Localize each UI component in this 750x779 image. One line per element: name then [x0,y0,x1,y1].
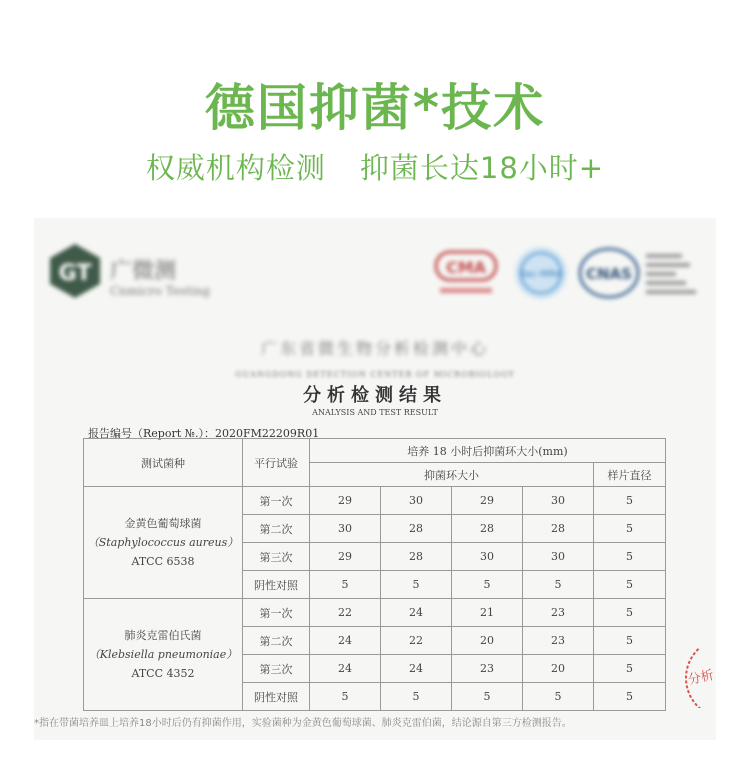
testing-center-name-en: GUANGDONG DETECTION CENTER OF MICROBIOLOGY [235,370,515,379]
strain-cell [84,487,243,599]
value-cell: 24 [310,655,381,683]
value-cell: 5 [452,683,523,711]
value-cell: 5 [594,655,666,683]
value-cell: 23 [523,627,594,655]
report-title-en: ANALYSIS AND TEST RESULT [312,408,438,417]
test-result-table [83,438,666,711]
value-cell: 5 [523,683,594,711]
value-cell: 28 [452,515,523,543]
report-title: 分析检测结果 [303,385,447,406]
trial-label: 第三次 [243,655,310,683]
value-cell: 29 [310,543,381,571]
lab-logo-name: 广微测 [110,259,177,284]
value-cell: 29 [452,487,523,515]
value-cell: 24 [381,655,452,683]
value-cell: 5 [594,515,666,543]
page-title: 德国抑菌*技术 [204,79,546,137]
testing-center-name: 广东省微生物分析检测中心 [260,339,489,358]
strain-name: 金黄色葡萄球菌 [124,517,202,530]
trial-label: 阴性对照 [243,571,310,599]
trial-label: 第一次 [243,487,310,515]
value-cell: 20 [523,655,594,683]
report-number-label: 报告编号（Report №.）： [88,427,216,440]
strain-latin-name: （Staphylococcus aureus） [87,536,239,549]
value-cell: 30 [310,515,381,543]
cnas-caption-icon [644,250,704,300]
value-cell: 20 [452,627,523,655]
value-cell: 5 [523,571,594,599]
value-cell: 29 [310,487,381,515]
trial-label: 第二次 [243,515,310,543]
value-cell: 30 [523,487,594,515]
lab-logo-name-en: Cnmicro Testing [110,284,211,298]
subtitle-duration: 抑菌长达18小时+ [359,151,605,185]
svg-text:GT: GT [58,261,92,286]
lab-logo-icon [46,242,104,300]
value-cell: 5 [594,627,666,655]
value-cell: 5 [381,571,452,599]
ilac-logo-icon [508,244,574,302]
value-cell: 24 [310,627,381,655]
strain-cell [84,599,243,711]
value-cell: 5 [594,543,666,571]
value-cell: 28 [381,515,452,543]
official-stamp-icon [682,648,716,708]
strain-atcc: ATCC 6538 [131,555,195,568]
svg-text:ilac-MRA: ilac-MRA [519,269,563,280]
value-cell: 23 [452,655,523,683]
value-cell: 5 [594,487,666,515]
value-cell: 28 [523,515,594,543]
value-cell: 5 [594,571,666,599]
footnote: *指在带菌培养皿上培养18小时后仍有抑菌作用，实验菌种为金黄色葡萄球菌、肺炎克雷伯菌，结论源自第三方检测报告。 [34,718,572,729]
value-cell: 5 [310,683,381,711]
svg-text:CMA: CMA [445,258,487,277]
page-subtitle [0,146,750,187]
value-cell: 28 [381,543,452,571]
value-cell: 30 [523,543,594,571]
value-cell: 5 [594,683,666,711]
header-strain: 测试菌种 [84,439,243,487]
trial-label: 第二次 [243,627,310,655]
cma-logo-icon [430,246,502,302]
value-cell: 23 [523,599,594,627]
value-cell: 5 [594,599,666,627]
trial-label: 第三次 [243,543,310,571]
trial-label: 阴性对照 [243,683,310,711]
value-cell: 30 [452,543,523,571]
value-cell: 24 [381,599,452,627]
svg-text:分析: 分析 [686,668,716,689]
svg-text:CNAS: CNAS [586,265,632,283]
cnas-logo-icon [578,246,640,300]
value-cell: 5 [452,571,523,599]
header-inhibition-zone: 抑菌环大小 [310,463,594,487]
strain-name: 肺炎克雷伯氏菌 [124,629,202,642]
value-cell: 30 [381,487,452,515]
header-incubation-group: 培养 18 小时后抑菌环大小(mm) [310,439,666,463]
report-number-value: 2020FM22209R01 [215,427,320,440]
header-sample-diameter: 样片直径 [594,463,666,487]
value-cell: 22 [381,627,452,655]
value-cell: 5 [381,683,452,711]
strain-atcc: ATCC 4352 [131,667,195,680]
value-cell: 21 [452,599,523,627]
value-cell: 5 [310,571,381,599]
subtitle-authority: 权威机构检测 [145,151,326,185]
header-parallel-test: 平行试验 [243,439,310,487]
strain-latin-name: （Klebsiella pneumoniae） [88,648,238,661]
value-cell: 22 [310,599,381,627]
trial-label: 第一次 [243,599,310,627]
